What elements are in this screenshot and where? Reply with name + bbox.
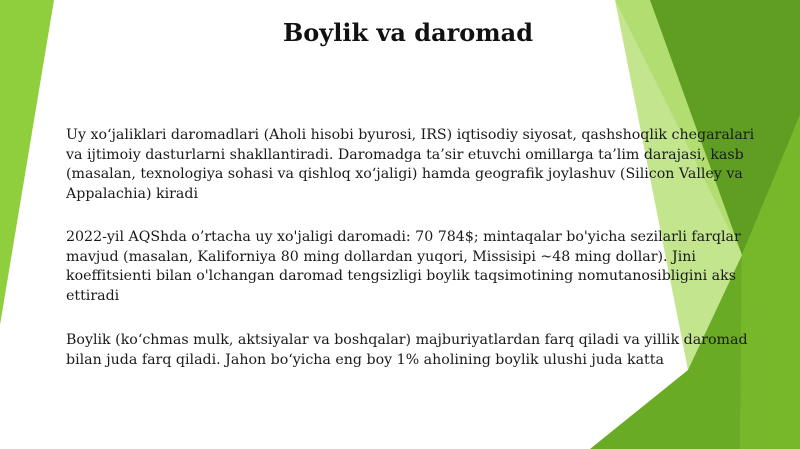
slide-title: Boylik va daromad (282, 18, 534, 47)
left-green-band (0, 0, 54, 325)
paragraph-wealth: Boylik (ko‘chmas mulk, aktsiyalar va boshqalar) majburiyatlardan farq qiladi va yillik daromad bilan juda farq qiladi. Jahon bo‘yicha eng boy 1% aholining boylik ulushi juda katta (66, 332, 748, 368)
paragraph-us-income-2022: 2022-yil AQShda o’rtacha uy xo'jaligi daromadi: 70 784$; mintaqalar bo'yicha sezilarli farqlar mavjud (masalan, Kaliforniya 80 ming dollardan yuqori, Missisipi ~48 ming dollar). Jini koeffitsienti bilan o'lchangan daromad tengsizligi boylik taqsimotining nomutanosibligini aks ettiradi (66, 229, 741, 304)
paragraph-income-factors: Uy xo‘jaliklari daromadlari (Aholi hisobi byurosi, IRS) iqtisodiy siyosat, qashshoqlik chegaralari va ijtimoiy dasturlarni shakllantiradi. Daromadga ta’sir etuvchi omillarga ta’lim darajasi, kasb (masalan, texnologiya sohasi va qishloq xo‘jaligi) hamda geografik joylashuv (Silicon Valley va Appalachia) kiradi (66, 127, 755, 202)
